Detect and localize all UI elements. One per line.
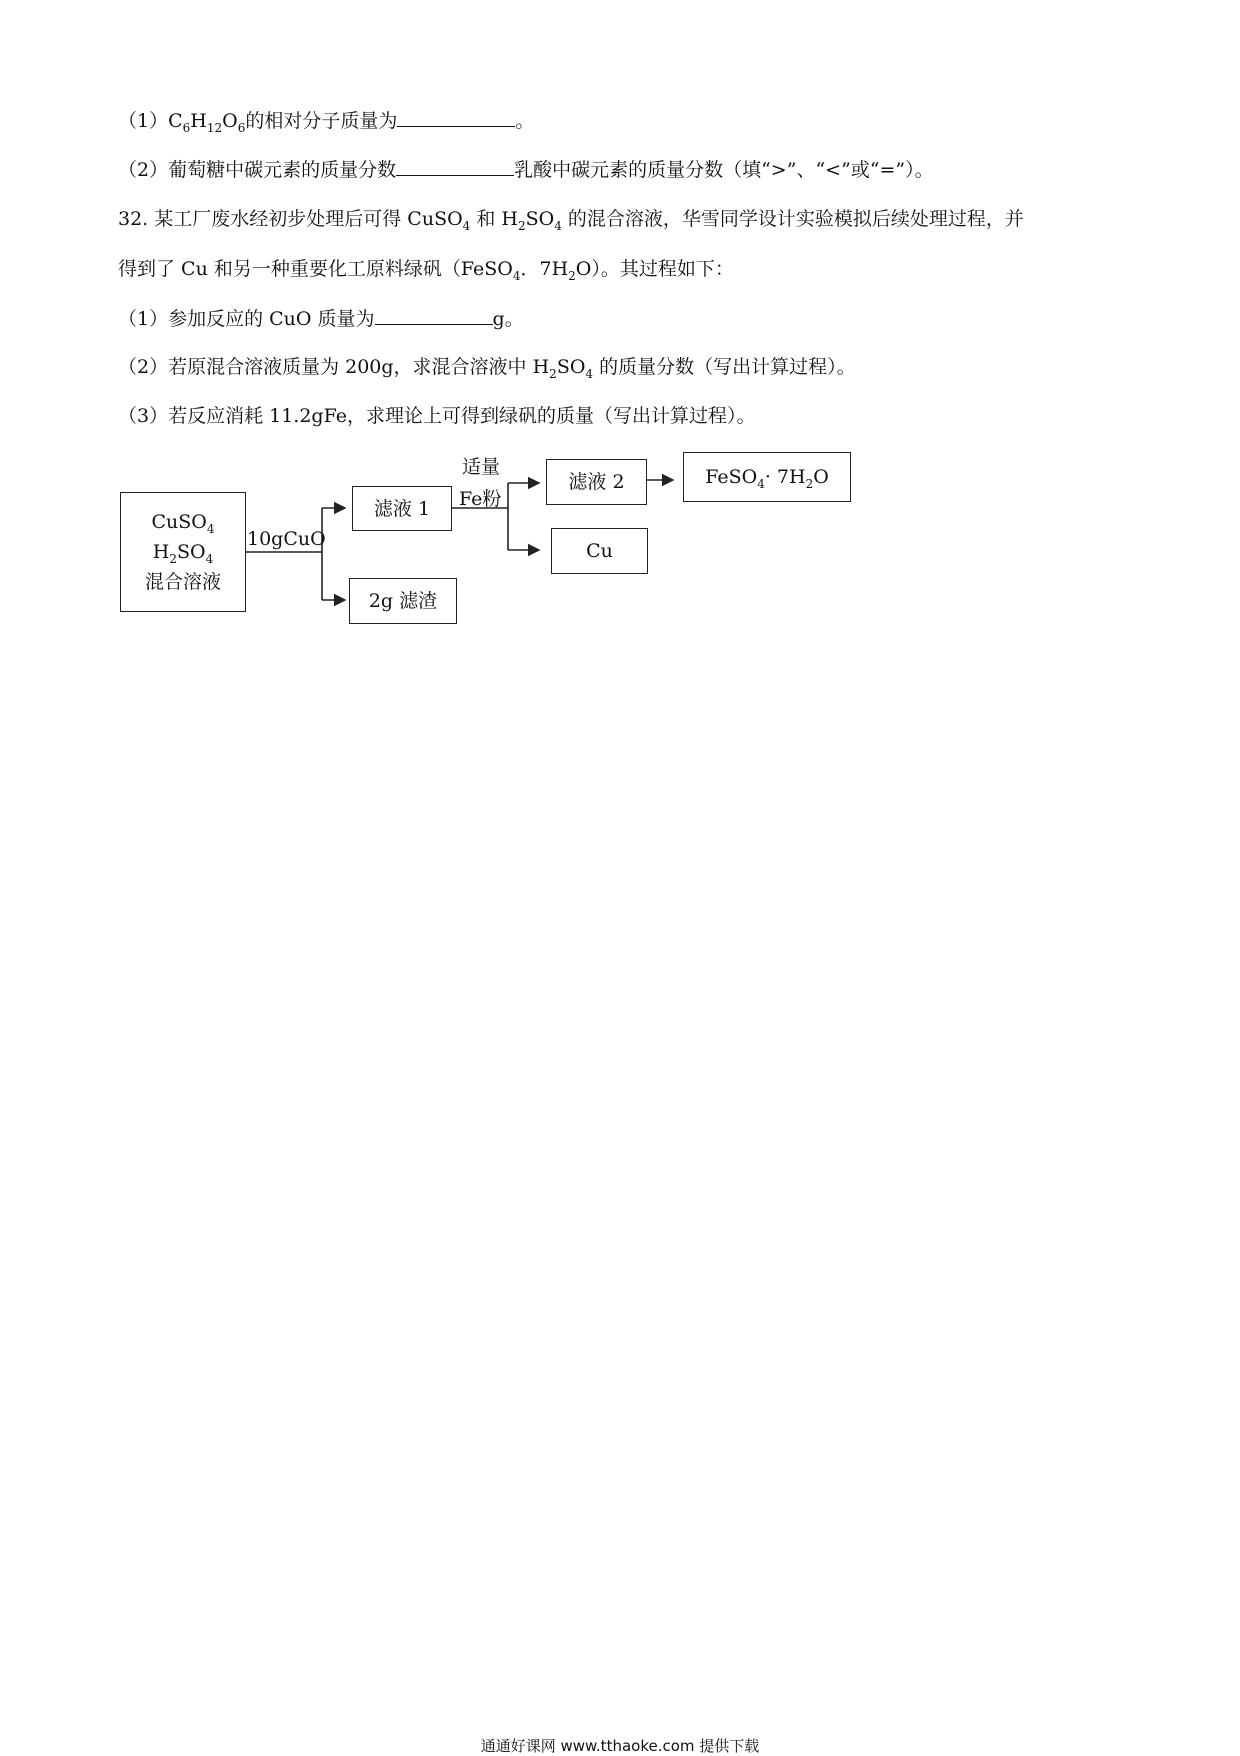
product-formula: FeSO$_4$· $7H_2O$ bbox=[705, 466, 829, 491]
filtrate-2-box bbox=[546, 459, 647, 505]
filtrate-1-label: 滤液 1 bbox=[373, 497, 431, 520]
formula-cuso4: CuSO$_4$ bbox=[151, 511, 215, 536]
q32-intro-line1: 32. 某工厂废水经初步处理后可得 CuSO$_4$ 和 $H_2SO_4$ 的混合溶液，华雪同学设计实验模拟后续处理过程，并 bbox=[118, 208, 1024, 233]
formula-h2so4: $H_2SO_4$ bbox=[152, 541, 214, 566]
footer-text: 通通好课网 www.tthaoke.com 提供下载 bbox=[480, 1737, 760, 1755]
copper-label: Cu bbox=[586, 540, 613, 562]
residue-label: 2g 滤渣 bbox=[368, 590, 438, 612]
copper-box bbox=[551, 528, 648, 574]
residue-box bbox=[349, 578, 457, 624]
q31-part1: $(1)C_6H_{12}O_6$的相对分子质量为 。 bbox=[118, 106, 534, 135]
q32-intro-line2: 得到了 Cu 和另一种重要化工原料绿矾（FeSO$_4$．$7H_2O$）。其过程如下： bbox=[118, 258, 734, 283]
q32-part3: （3）若反应消耗 11.2gFe，求理论上可得到绿矾的质量（写出计算过程）。 bbox=[118, 405, 756, 427]
q32-part1: （1）参加反应的 CuO 质量为 g。 bbox=[118, 304, 524, 333]
reagent-fe-label-line1: 适量 bbox=[462, 456, 501, 478]
mixed-solution-box bbox=[120, 492, 246, 612]
reagent-fe-label-line2: Fe粉 bbox=[459, 488, 502, 510]
reagent-cuo-label: 10gCuO bbox=[247, 528, 326, 550]
mixed-solution-label: 混合溶液 bbox=[144, 571, 221, 593]
filtrate-1-box bbox=[352, 486, 452, 531]
q32-part2: （2）若原混合溶液质量为 200g，求混合溶液中 $H_2SO_4$ 的质量分数（写出计算过程）。 bbox=[118, 356, 856, 381]
q31-part2: （2）葡萄糖中碳元素的质量分数 乳酸中碳元素的质量分数（填“>”、“<”或“=”）。 bbox=[118, 155, 934, 184]
filtrate-2-label: 滤液 2 bbox=[568, 471, 625, 493]
product-box bbox=[683, 452, 851, 502]
